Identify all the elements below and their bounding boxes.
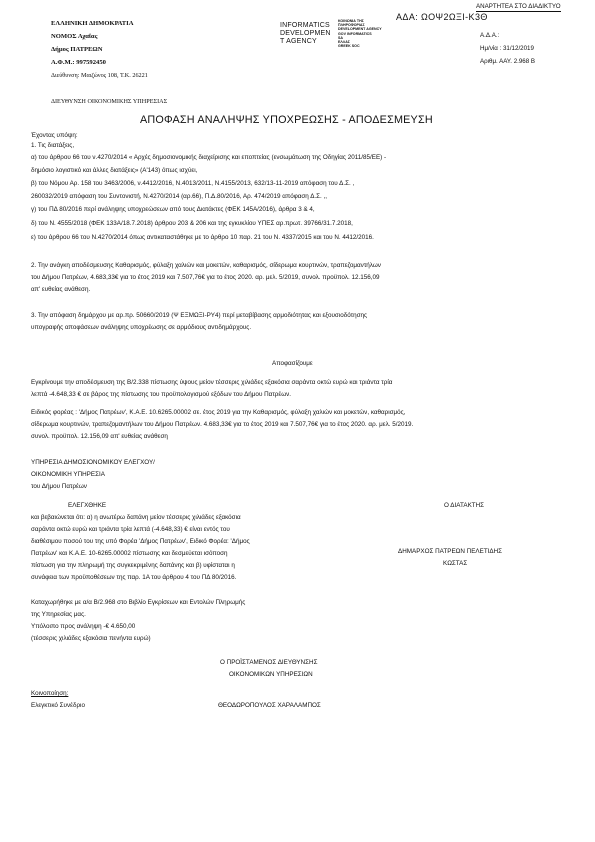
- decision-heading: Αποφασίζουμε: [272, 360, 313, 367]
- body-line: ε) του άρθρου 66 του Ν.4270/2014 όπως αντικαταστάθηκε με το άρθρο 10 παρ. 21 του Ν. 4337/2015 και του Ν. 4412/2016.: [31, 234, 374, 241]
- registry-line: (τέσσερις χιλιάδες εξακόσια πενήντα ευρώ): [31, 635, 151, 642]
- ada-field: Α.Δ.Α.:: [480, 32, 500, 39]
- document-date: Ημ/νία : 31/12/2019: [480, 45, 534, 52]
- dept-line: του Δήμου Πατρέων: [31, 483, 87, 490]
- header-country: ΕΛΛΗΝΙΚΗ ΔΗΜΟΚΡΑΤΙΑ: [51, 20, 134, 27]
- check-line: συνάφεια των προϋποθέσεων της παρ. 1Α του άρθρου 4 του ΠΔ 80/2016.: [31, 574, 237, 581]
- signer-name: ΘΕΟΔΩΡΟΠΟΥΛΟΣ ΧΑΡΑΛΑΜΠΟΣ: [218, 702, 321, 709]
- ada-posting-label: ΑΝΑΡΤΗΤΕΑ ΣΤΟ ΔΙΑΔΙΚΤΥΟ: [476, 3, 561, 10]
- logo-line-3: T AGENCY: [280, 38, 317, 45]
- head-title: Ο ΠΡΟΪΣΤΑΜΕΝΟΣ ΔΙΕΥΘΥΝΣΗΣ: [220, 659, 318, 666]
- body-line: Έχοντας υπόψη:: [31, 132, 78, 139]
- logo-small-line: GOV INFORMATICS: [338, 31, 372, 36]
- body-line: γ) του ΠΔ 80/2016 περί ανάληψης υποχρεώσεων από τους Διατάκτες (ΦΕΚ 145Α/2016), άρθρα 3 & 4,: [31, 206, 315, 213]
- logo-small-line: ΕΛΛΑΣ: [338, 39, 350, 44]
- recipient: Ελεγκτικό Συνέδριο: [31, 702, 85, 709]
- logo-line-2: DEVELOPMEN: [280, 30, 331, 37]
- logo-small-line: ΚΟΙΝΩΝΙΑ ΤΗΣ: [338, 19, 364, 23]
- body-line: 1. Τις διατάξεις,: [31, 142, 75, 149]
- body-line: του Δήμου Πατρέων, 4.683,33€ για το έτος 2019 και 7.507,76€ για το έτος 2020. αρ. μελ. 5/2019, συνολ. προϋπολ. 12.156,09: [31, 274, 380, 281]
- body-line: 3. Την απόφαση δημάρχου με αρ.πρ. 50660/2019 (Ψ ΕΞΜΩΞΙ-ΡΥ4) περί μεταβίβασης αρμοδιότητας και εξουσιοδότησης: [31, 312, 368, 319]
- head-title-2: ΟΙΚΟΝΟΜΙΚΩΝ ΥΠΗΡΕΣΙΩΝ: [229, 671, 313, 678]
- header-municipality: Δήμος ΠΑΤΡΕΩΝ: [51, 46, 103, 53]
- logo-line-1: INFORMATICS: [280, 22, 330, 29]
- check-line: διαθέσιμου ποσού του της υπό Φορέα 'Δήμος Πατρέων', Ειδικό Φορέα: 'Δήμος: [31, 538, 250, 545]
- notification-label: Κοινοποίηση:: [31, 690, 69, 697]
- logo-small-line: DEVELOPMENT AGENCY: [338, 27, 382, 32]
- dept-line: ΟΙΚΟΝΟΜΙΚΗ ΥΠΗΡΕΣΙΑ: [31, 471, 105, 478]
- check-line: Πατρέων' και Κ.Α.Ε. 10-6265.00002 πίστωσης και δεσμεύεται ισόποση: [31, 550, 228, 557]
- body-line: συνολ. προϋπολ. 12.156,09 απ' ευθείας ανάθεση: [31, 433, 168, 440]
- registry-line: Καταχωρήθηκε με α/α Β/2.968 στο Βιβλίο Εγκρίσεων και Εντολών Πληρωμής: [31, 599, 246, 606]
- body-line: Εγκρίνουμε την αποδέσμευση της Β/2.338 πίστωσης ύψους μείον τέσσερις χιλιάδες εξακόσια σαράντα οκτώ ευρώ και τριάντα τρία: [31, 379, 393, 386]
- body-line: β) του Νόμου Αρ. 158 του 3463/2006, ν.4412/2016, Ν.4013/2011, Ν.4155/2013, 632/13-11-2019 απόφαση του Δ.Σ. ,: [31, 180, 355, 187]
- body-line: 2. Την ανάγκη αποδέσμευσης Καθαρισμός, φύλαξη χαλιών και μοκετών, καθαρισμός, σίδερωμα κουρτινών, τραπεζομαντήλων: [31, 262, 381, 269]
- body-line: υπογραφής αποφάσεων ανάληψης υποχρέωσης σε αρμόδιους αντιδημάρχους.: [31, 324, 252, 331]
- check-line: πίστωση για την πληρωμή της συγκεκριμένης δαπάνης και β) υφίσταται η: [31, 562, 235, 569]
- logo-small-line: ΠΛΗΡΟΦΟΡΙΑΣ: [338, 23, 365, 28]
- body-line: δημόσιο λογιστικό και άλλες διατάξεις» (Α'143) όπως ισχύει,: [31, 167, 198, 174]
- check-line: σαράντα οκτώ ευρώ και τριάντα τρία λεπτά (-4.648,33) € είναι εντός του: [31, 526, 230, 533]
- body-line: Ειδικός φορέας : 'Δήμος Πατρέων', Κ.Α.Ε. 10.6265.00002 σε. έτος 2019 για την Καθαρισμός, φύλαξη χαλιών και μοκετών, καθαρισμός,: [31, 409, 406, 416]
- body-line: σίδερωμα κουρτινών, τραπεζομαντήλων του Δήμου Πατρέων. 4.683,33€ για το έτος 2019 και 7.507,76€ για το έτος 2020. αρ. μελ. 5/2019.: [31, 421, 414, 428]
- header-prefecture: ΝΟΜΟΣ Αχαΐας: [51, 33, 98, 40]
- logo-small-line: SA: [338, 35, 343, 40]
- reference-number: Αριθμ. ΑΑΥ. 2.968 Β: [480, 58, 536, 65]
- logo-small-line: GREEK SOC: [338, 44, 360, 49]
- body-line: απ' ευθείας ανάθεση.: [31, 286, 91, 293]
- header-address: Διεύθυνση: Μαιζώνος 108, Τ.Κ. 26221: [51, 72, 148, 79]
- mayor-name-2: ΚΩΣΤΑΣ: [443, 560, 468, 567]
- body-line: 260032/2019 απόφαση του Συντονιστή, Ν.4270/2014 (αρ.66), Π.Δ.80/2016, Αρ. 474/2019 απόφαση Δ.Σ. ,,: [31, 193, 328, 200]
- document-title: ΑΠΟΦΑΣΗ ΑΝΑΛΗΨΗΣ ΥΠΟΧΡΕΩΣΗΣ - ΑΠΟΔΕΣΜΕΥΣΗ: [140, 114, 433, 126]
- logo-small-text: [338, 20, 380, 49]
- checked-heading: ΕΛΕΓΧΘΗΚΕ: [68, 502, 107, 509]
- header-department: ΔΙΕΥΘΥΝΣΗ ΟΙΚΟΝΟΜΙΚΗΣ ΥΠΗΡΕΣΙΑΣ: [51, 98, 168, 105]
- mayor-name: ΔΗΜΑΡΧΟΣ ΠΑΤΡΕΩΝ ΠΕΛΕΤΙΔΗΣ: [398, 548, 503, 555]
- ada-code: ΑΔΑ: ΩΟΨ2ΩΞΙ-Κ3Θ: [396, 12, 488, 22]
- body-line: δ) του Ν. 4555/2018 (ΦΕΚ 133Α/18.7.2018) άρθρου 203 & 206 και της εγκυκλίου ΥΠΕΣ αρ.πρωτ. 39766/31.7.2018,: [31, 220, 353, 227]
- registry-line: Υπόλοιπο προς ανάληψη -€ 4.650,00: [31, 623, 136, 630]
- body-line: α) του άρθρου 66 του ν.4270/2014 « Αρχές δημοσιονομικής διαχείρισης και εποπτείας (ενσωμάτωση της Οδηγίας 2011/85/ΕΕ) -: [31, 154, 387, 161]
- header-tax-id: Α.Φ.Μ.: 997592450: [51, 59, 106, 66]
- dept-line: ΥΠΗΡΕΣΙΑ ΔΗΜΟΣΙΟΝΟΜΙΚΟΥ ΕΛΕΓΧΟΥ/: [31, 459, 155, 466]
- approver-heading: Ο ΔΙΑΤΑΚΤΗΣ: [444, 502, 485, 509]
- check-line: και βεβαιώνεται ότι: α) η ανωτέρω δαπάνη μείον τέσσερις χιλιάδες εξακόσια: [31, 514, 241, 521]
- body-line: λεπτά -4.648,33 € σε βάρος της πίστωσης του προϋπολογισμού εξόδων του Δήμου Πατρέων.: [31, 391, 292, 398]
- registry-line: της Υπηρεσίας μας.: [31, 611, 86, 618]
